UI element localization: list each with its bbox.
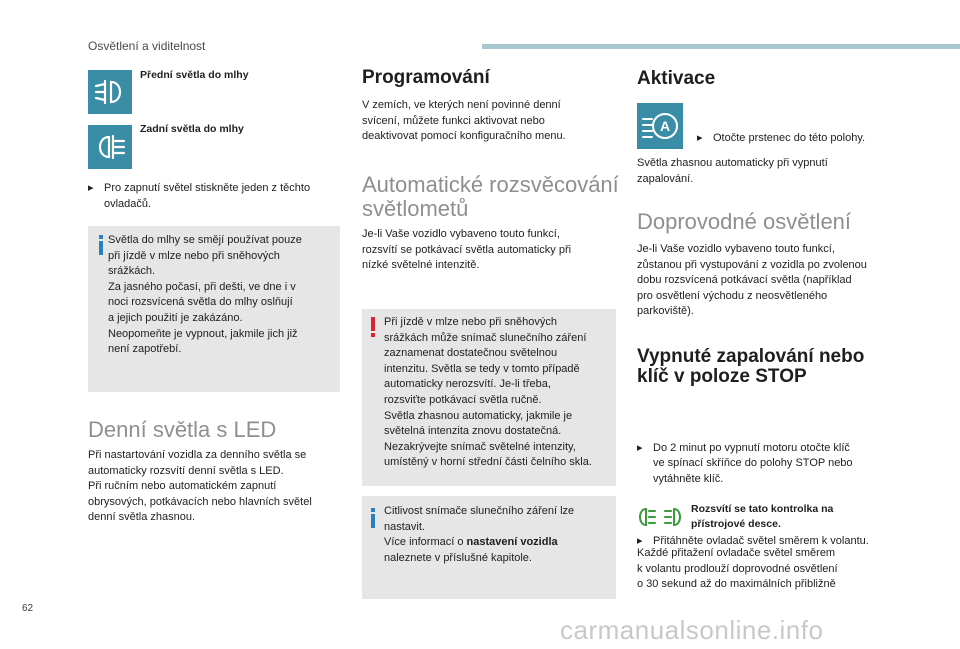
programming-section-title: Programování (362, 67, 490, 88)
info-note-line: Neopomeňte je vypnout, jakmile jich již (108, 327, 298, 340)
activation-step-text: Otočte prstenec do této polohy. (713, 132, 866, 144)
watermark: carmanualsonline.info (560, 615, 824, 645)
info-note-line: Světla do mlhy se smějí používat pouze (108, 234, 302, 246)
page-number: 62 (22, 603, 34, 614)
programming-line: deaktivovat pomocí konfiguračního menu. (362, 130, 566, 142)
front-fog-lamp-icon (88, 70, 132, 114)
flash-line: Každé přitažení ovladače světel směrem (637, 547, 836, 559)
sensitivity-line: naleznete v příslušné kapitole. (384, 551, 532, 564)
activation-line: zapalování. (637, 172, 694, 185)
drl-line: denní světla zhasnou. (88, 511, 196, 523)
ignition-step1-line: Do 2 minut po vypnutí motoru otočte klíč (653, 441, 850, 454)
bullet-arrow-icon: ▸ (637, 535, 643, 547)
follow-line: pro osvětlení východu z neosvětleného (637, 289, 828, 302)
sensitivity-prefix: Více informací o (384, 536, 467, 549)
ignition-title-line1: Vypnuté zapalování nebo (637, 346, 865, 367)
activation-line: Světla zhasnou automaticky při vypnutí (637, 157, 828, 169)
ignition-step1-line: ve spínací skříňce do polohy STOP nebo (653, 457, 853, 469)
activation-paragraph (637, 156, 907, 187)
info-note-line: při jízdě v mlze nebo při sněhových (108, 249, 280, 262)
flash-line: o 30 sekund až do maximálních přibližně (637, 578, 836, 590)
sensitivity-note (362, 496, 616, 599)
bullet-arrow-icon: ▸ (637, 441, 643, 454)
bullet-arrow-icon: ▸ (88, 182, 94, 194)
programming-line: svícení, můžete funkci aktivovat nebo (362, 114, 545, 127)
follow-line: parkoviště). (637, 305, 694, 317)
activation-section-title: Aktivace (637, 68, 716, 89)
auto-title-line2: světlometů (362, 196, 469, 221)
sensitivity-line: Citlivost snímače slunečního záření lze (384, 505, 575, 517)
indicator-label-line: přístrojové desce. (691, 518, 781, 530)
auto-line: nízké světelné intenzitě. (362, 259, 480, 271)
drl-line: Při nastartování vozidla za denního světla se (88, 449, 307, 461)
warning-note-line: Světla zhasnou automaticky, jakmile je (384, 409, 573, 422)
auto-headlamps-paragraph (362, 227, 617, 274)
sensitivity-line: nastavit. (384, 520, 425, 533)
indicator-label (691, 502, 833, 532)
indicator-label-line: Rozsvítí se tato kontrolka na (691, 503, 834, 515)
warning-note-line: srážkách může snímač slunečního záření (384, 331, 587, 344)
vehicle-settings-reference: nastavení vozidla (466, 536, 558, 549)
ignition-title-line2: klíč v poloze STOP (637, 366, 807, 387)
front-fog-label: Přední světla do mlhy (140, 69, 249, 81)
fog-instruction-text: Pro zapnutí světel stiskněte jeden z těchto ovladačů. (104, 182, 311, 210)
auto-line: Je-li Vaše vozidlo vybaveno touto funkcí, (362, 228, 560, 240)
svg-text:A: A (659, 118, 671, 134)
follow-line: zůstanou při vystupování z vozidla po zvolenou (637, 258, 867, 271)
flash-paragraph (637, 546, 907, 593)
ignition-step1-bullet (637, 441, 923, 488)
warning-note-line: Nezakrývejte snímač světelné intenzity, (384, 440, 576, 453)
warning-note-line: intenzitu. Světla se tedy v tomto případě (384, 362, 580, 375)
rear-fog-label: Zadní světla do mlhy (140, 123, 244, 135)
auto-headlamps-section-title (362, 173, 619, 221)
warning-note-line: automaticky nerozsvítí. Je-li třeba, (384, 378, 551, 391)
ignition-off-section-title (637, 347, 864, 387)
daytime-lamps-indicator-icon (637, 504, 683, 530)
warning-note-line: Při jízdě v mlze nebo při sněhových (384, 316, 558, 328)
drl-line: Při ručním nebo automatickém zapnutí (88, 480, 277, 492)
auto-line: rozsvítí se potkávací světla automaticky při (362, 243, 572, 256)
warning-note-line: rozsviťte potkávací světla ručně. (384, 393, 542, 406)
info-icon (369, 508, 377, 528)
ignition-step1-line: vytáhněte klíč. (653, 472, 724, 485)
auto-headlamp-icon (637, 103, 683, 149)
bullet-arrow-icon: ▸ (697, 132, 703, 144)
drl-line: automaticky rozsvítí denní světla s LED. (88, 464, 284, 477)
warning-icon (369, 317, 377, 337)
section-header-title: Osvětlení a viditelnost (88, 39, 206, 53)
sensitivity-line (384, 535, 612, 551)
info-note (88, 226, 340, 392)
programming-line: V zemích, ve kterých není povinné denní (362, 99, 561, 111)
warning-note-line: zaznamenat dostatečnou světelnou (384, 347, 558, 360)
drl-paragraph (88, 448, 350, 526)
info-note-line: noci rozsvícená světla do mlhy oslňují (108, 296, 293, 309)
drl-section-title: Denní světla s LED (88, 417, 277, 442)
follow-me-paragraph (637, 242, 907, 320)
auto-title-line1: Automatické rozsvěcování (362, 172, 619, 197)
warning-note (362, 309, 616, 486)
follow-line: dobu rozsvícená potkávací světla (například (637, 274, 852, 286)
ignition-step2-text: Přitáhněte ovladač světel směrem k volantu. (653, 535, 869, 547)
drl-line: obrysových, potkávacích nebo hlavních světel (88, 495, 312, 508)
follow-me-section-title: Doprovodné osvětlení (637, 209, 852, 234)
activation-step-bullet (697, 131, 933, 147)
info-note-line: a jejich použití je zakázáno. (108, 311, 243, 324)
info-note-line: není zapotřebí. (108, 343, 182, 356)
programming-paragraph (362, 98, 617, 145)
info-note-line: srážkách. (108, 265, 156, 278)
header-divider (482, 44, 960, 49)
warning-note-line: světelná intenzita znovu dostatečná. (384, 425, 562, 438)
warning-note-line: umístěný v horní střední části čelního skla. (384, 456, 592, 469)
info-note-line: Za jasného počasí, při dešti, ve dne i v (108, 280, 296, 293)
flash-line: k volantu prodlouží doprovodné osvětlení (637, 562, 838, 575)
fog-instruction-bullet (88, 181, 354, 212)
info-icon (94, 235, 108, 255)
rear-fog-lamp-icon (88, 125, 132, 169)
follow-line: Je-li Vaše vozidlo vybaveno touto funkcí, (637, 243, 835, 255)
